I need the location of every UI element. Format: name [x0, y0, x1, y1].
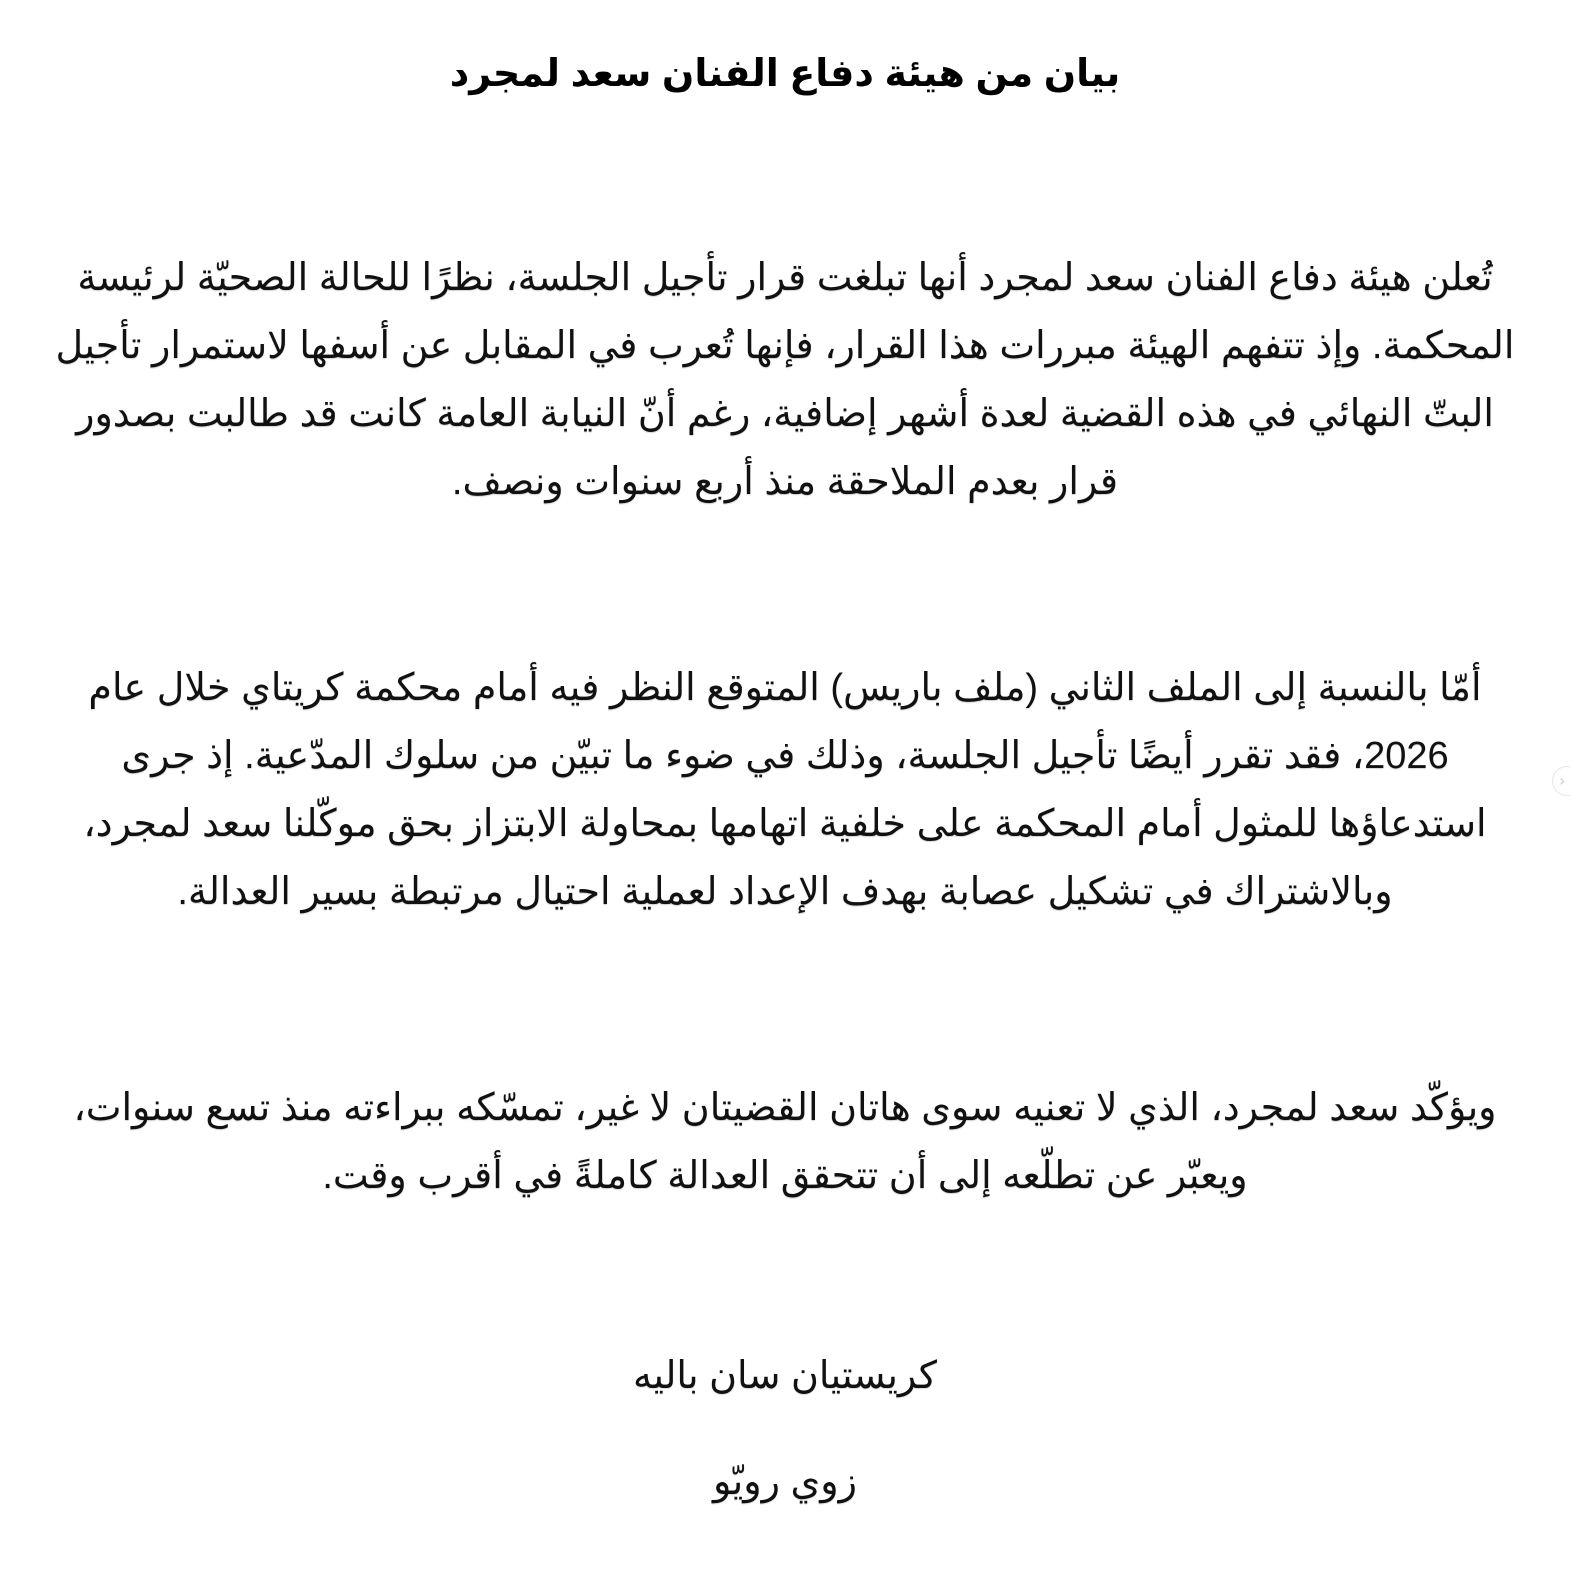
paragraph-court-postponement: [30, 244, 1540, 516]
document-title: بيان من هيئة دفاع الفنان سعد لمجرد: [449, 53, 1121, 95]
paragraph-line: المحكمة. وإذ تتفهم الهيئة مبررات هذا القرار، فإنها تُعرب في المقابل عن أسفها لاستمرار تأجيل: [55, 325, 1515, 367]
paragraph-line: قرار بعدم الملاحقة منذ أربع سنوات ونصف.: [451, 461, 1119, 503]
paragraph-line: ويعبّر عن تطلّعه إلى أن تتحقق العدالة كاملةً في أقرب وقت.: [322, 1155, 1248, 1197]
paragraph-line: البتّ النهائي في هذه القضية لعدة أشهر إضافية، رغم أنّ النيابة العامة كانت قد طالبت بصدور: [76, 393, 1494, 435]
paragraph-line: ويؤكّد سعد لمجرد، الذي لا تعنيه سوى هاتان القضيتان لا غير، تمسّكه ببراءته منذ تسع سنوات،: [73, 1087, 1497, 1129]
signatory-name: زوي رويّو: [713, 1461, 857, 1503]
carousel-next-glyph: ›: [1559, 771, 1566, 790]
paragraph-line: أمّا بالنسبة إلى الملف الثاني (ملف باريس) المتوقع النظر فيه أمام محكمة كريتاي خلال عام: [88, 667, 1482, 709]
paragraph-line: تُعلن هيئة دفاع الفنان سعد لمجرد أنها تبلغت قرار تأجيل الجلسة، نظرًا للحالة الصحيّة لرئيسة: [77, 257, 1493, 299]
paragraph-line: وبالاشتراك في تشكيل عصابة بهدف الإعداد لعملية احتيال مرتبطة بسير العدالة.: [177, 871, 1393, 913]
paragraph-line: استدعاؤها للمثول أمام المحكمة على خلفية اتهامها بمحاولة الابتزاز بحق موكّلنا سعد لمجرد،: [83, 803, 1487, 845]
paragraph-line: 2026، فقد تقرر أيضًا تأجيل الجلسة، وذلك في ضوء ما تبيّن من سلوك المدّعية. إذ جرى: [121, 735, 1449, 777]
signatory-name: كريستيان سان باليه: [633, 1355, 937, 1397]
paragraph-innocence: [30, 1074, 1540, 1210]
paragraph-paris-case: [30, 654, 1540, 926]
